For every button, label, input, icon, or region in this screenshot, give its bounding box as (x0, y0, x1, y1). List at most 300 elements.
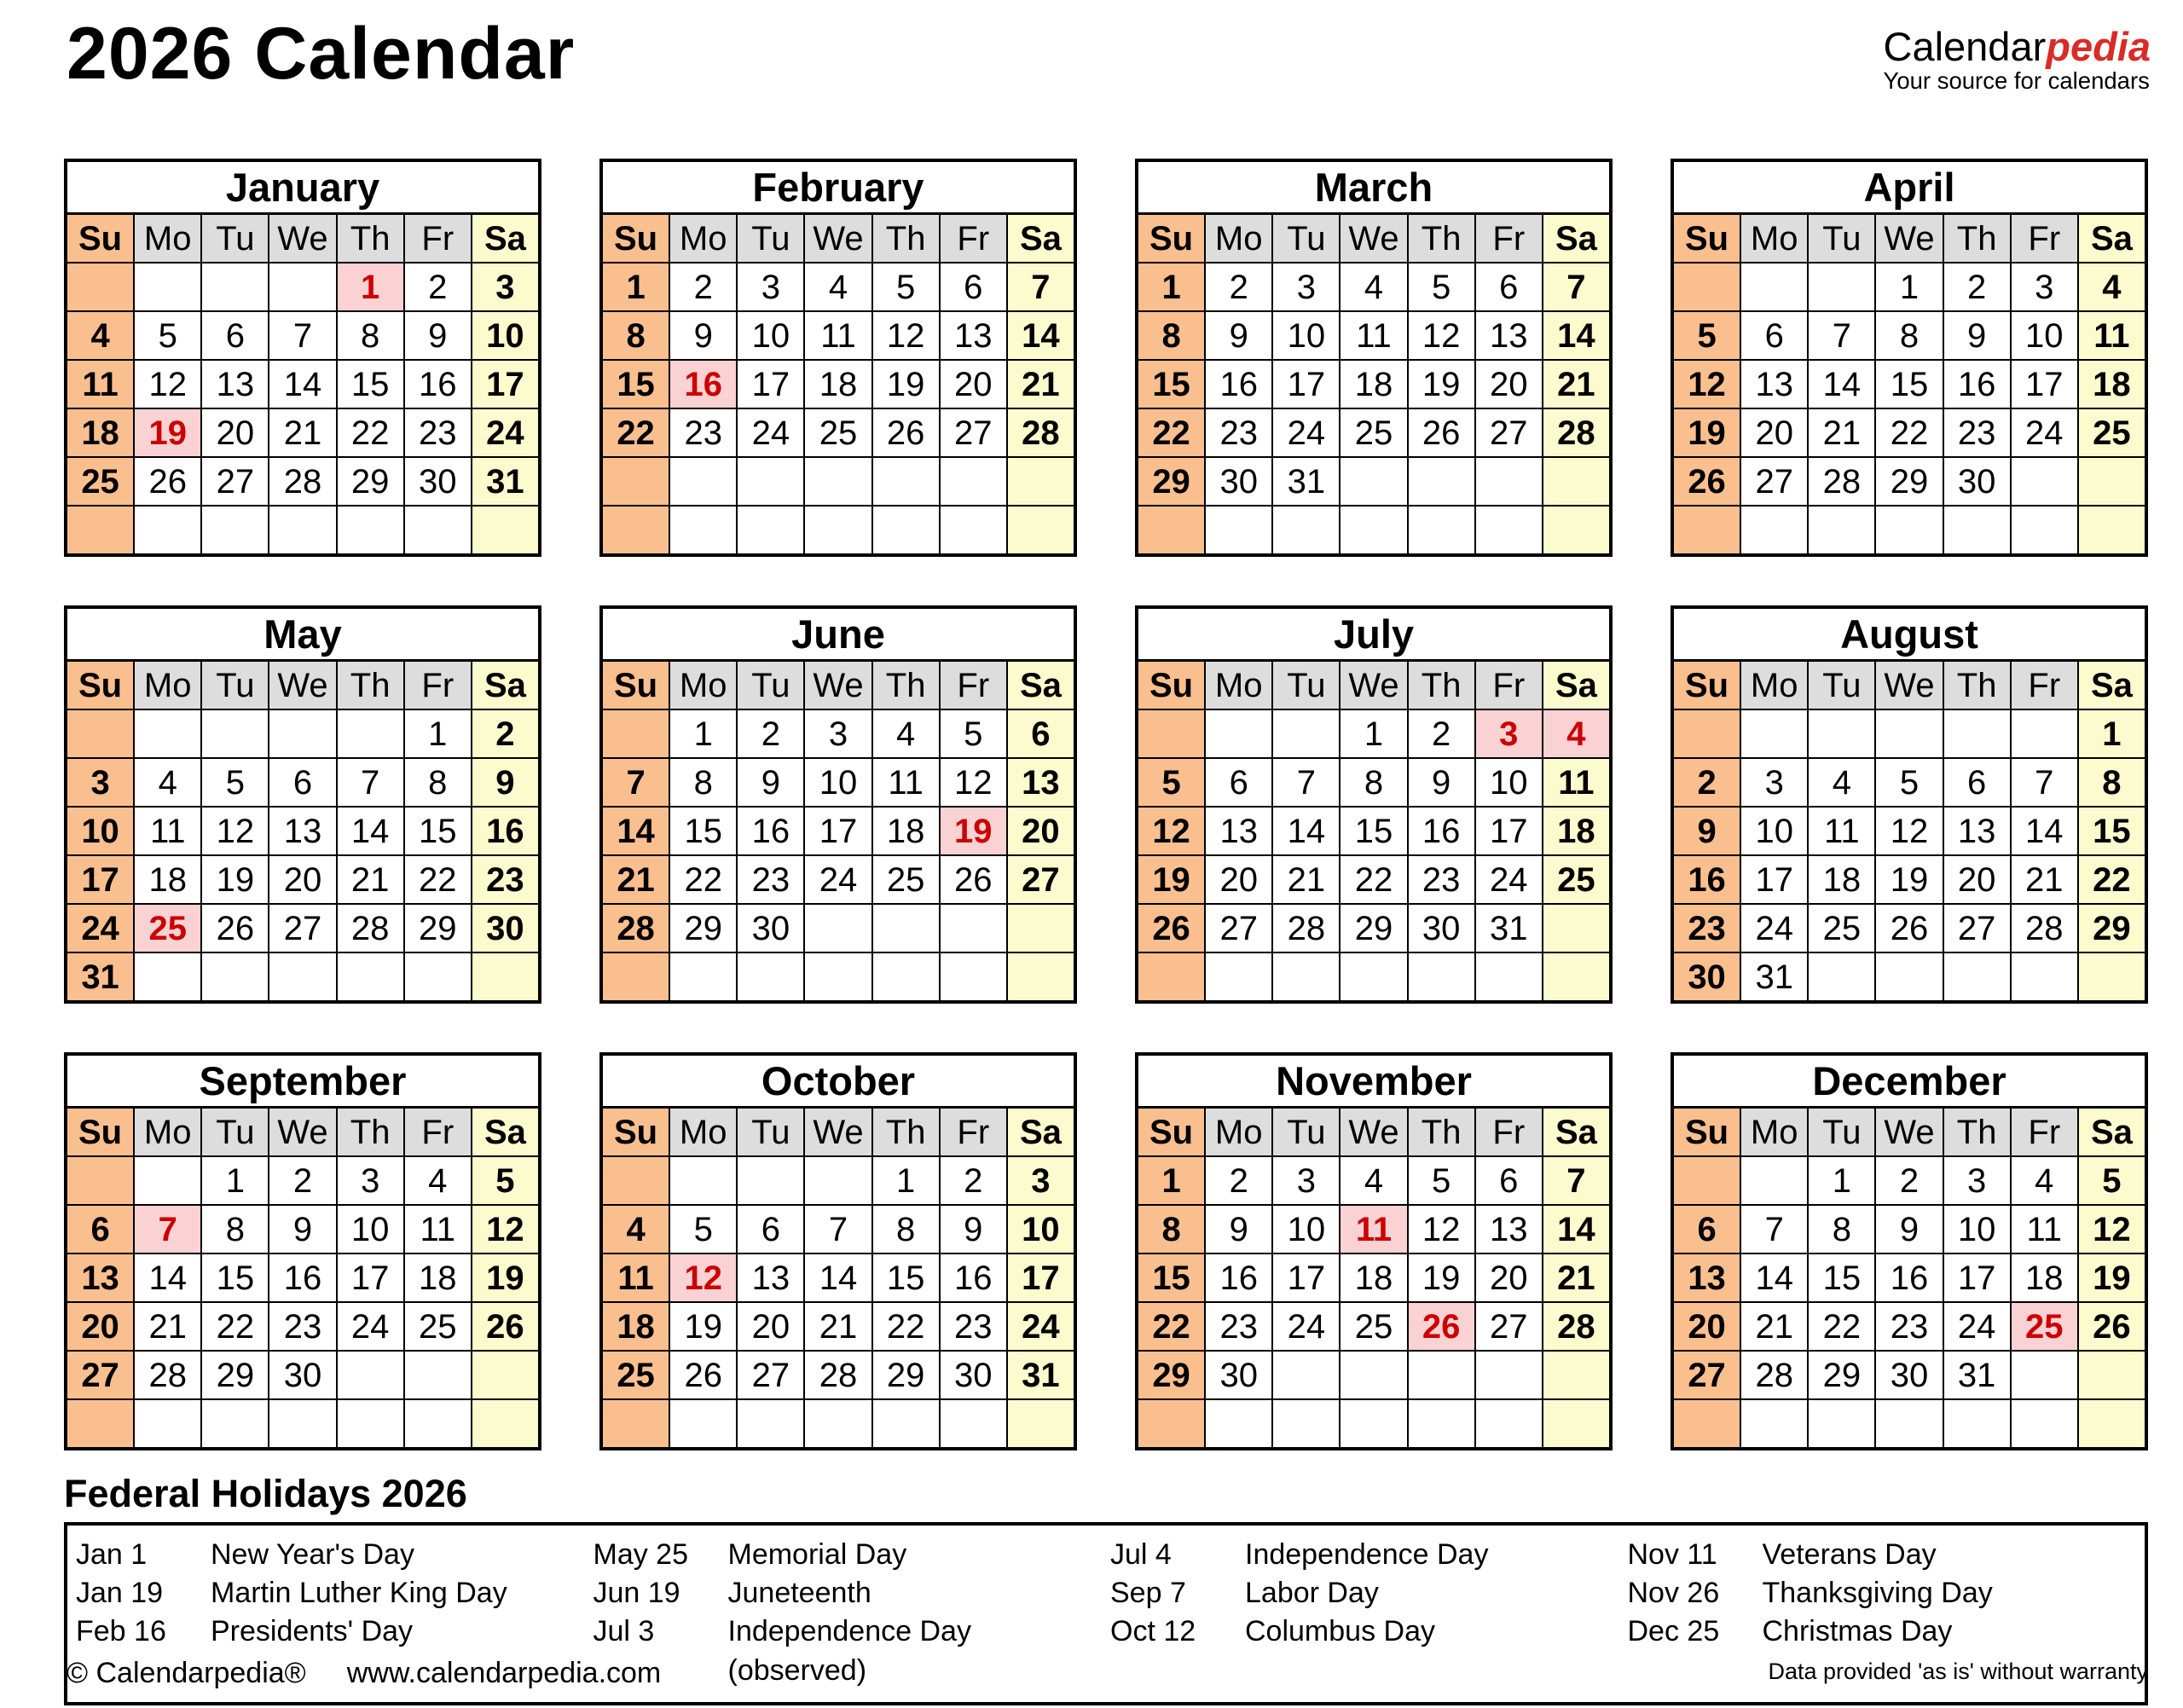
empty-day-cell (1340, 1400, 1406, 1447)
day-cell: 13 (1476, 1206, 1542, 1253)
day-header-tu: Tu (1809, 1109, 1874, 1155)
empty-day-cell (1008, 1400, 1074, 1447)
empty-day-cell (805, 1400, 871, 1447)
day-cell: 13 (269, 808, 335, 854)
day-cell: 25 (1809, 905, 1874, 952)
day-cell: 21 (2012, 856, 2077, 903)
day-header-sa: Sa (1008, 215, 1074, 262)
day-cell: 9 (1674, 808, 1740, 854)
day-cell: 24 (472, 409, 538, 456)
month-title: November (1138, 1056, 1609, 1109)
day-cell: 25 (2079, 409, 2145, 456)
day-cell: 16 (269, 1254, 335, 1301)
day-cell: 19 (873, 361, 939, 408)
day-cell: 17 (805, 808, 871, 854)
empty-day-cell (1206, 507, 1271, 553)
empty-day-cell (1008, 953, 1074, 1000)
day-cell: 3 (805, 710, 871, 757)
day-header-mo: Mo (135, 215, 200, 262)
empty-day-cell (1543, 953, 1609, 1000)
day-cell: 4 (1809, 759, 1874, 806)
empty-day-cell (1876, 507, 1942, 553)
empty-day-cell (670, 507, 736, 553)
federal-holidays-title: Federal Holidays 2026 (64, 1472, 467, 1515)
day-cell: 6 (1476, 263, 1542, 310)
day-header-mo: Mo (670, 1109, 736, 1155)
holiday-name: Memorial Day (727, 1538, 907, 1571)
day-cell: 21 (1809, 409, 1874, 456)
empty-day-cell (472, 1352, 538, 1398)
day-cell: 18 (2012, 1254, 2077, 1301)
calendarpedia-url[interactable]: www.calendarpedia.com (346, 1657, 662, 1689)
empty-day-cell (1876, 710, 1942, 757)
day-cell: 12 (472, 1206, 538, 1253)
empty-day-cell (1476, 507, 1542, 553)
day-cell: 20 (202, 409, 268, 456)
day-cell: 17 (1008, 1254, 1074, 1301)
day-cell: 20 (67, 1303, 133, 1350)
empty-day-cell (1409, 1400, 1474, 1447)
holiday-entry (76, 1612, 585, 1651)
day-header-tu: Tu (1809, 215, 1874, 262)
day-cell: 30 (1206, 1352, 1271, 1398)
day-cell: 28 (2012, 905, 2077, 952)
month-june (599, 605, 1077, 1004)
day-cell: 17 (2012, 361, 2077, 408)
empty-day-cell (1543, 905, 1609, 952)
holiday-entry (76, 1536, 585, 1574)
day-header-tu: Tu (202, 215, 268, 262)
day-cell: 28 (1809, 458, 1874, 505)
day-cell: 9 (405, 312, 471, 359)
day-cell: 11 (1543, 759, 1609, 806)
empty-day-cell (2012, 1400, 2077, 1447)
empty-day-cell (1409, 507, 1474, 553)
day-header-sa: Sa (1543, 662, 1609, 709)
empty-day-cell (1409, 953, 1474, 1000)
month-title: October (603, 1056, 1074, 1109)
empty-day-cell (1340, 507, 1406, 553)
day-header-tu: Tu (202, 1109, 268, 1155)
empty-day-cell (2012, 710, 2077, 757)
day-cell: 10 (1944, 1206, 2010, 1253)
empty-day-cell (1674, 263, 1740, 310)
month-december (1671, 1052, 2148, 1450)
day-cell: 9 (1876, 1206, 1942, 1253)
day-cell: 16 (1206, 1254, 1271, 1301)
day-cell: 1 (202, 1157, 268, 1204)
day-cell: 6 (1008, 710, 1074, 757)
month-october (599, 1052, 1077, 1450)
disclaimer-text: Data provided 'as is' without warranty (1768, 1659, 2148, 1684)
empty-day-cell (1809, 507, 1874, 553)
day-cell: 19 (1409, 1254, 1474, 1301)
day-cell: 18 (405, 1254, 471, 1301)
day-cell: 9 (1409, 759, 1474, 806)
day-cell: 28 (1273, 905, 1339, 952)
empty-day-cell (670, 458, 736, 505)
day-cell: 14 (338, 808, 403, 854)
day-cell: 2 (472, 710, 538, 757)
day-cell: 29 (1809, 1352, 1874, 1398)
day-cell: 14 (603, 808, 669, 854)
day-header-we: We (1876, 1109, 1942, 1155)
empty-day-cell (202, 953, 268, 1000)
day-cell: 14 (269, 361, 335, 408)
day-cell: 14 (1809, 361, 1874, 408)
empty-day-cell (1409, 458, 1474, 505)
day-cell: 26 (472, 1303, 538, 1350)
day-cell: 27 (941, 409, 1006, 456)
logo-text-black: Calendar (1883, 24, 2047, 69)
empty-day-cell (1876, 953, 1942, 1000)
day-cell: 23 (941, 1303, 1006, 1350)
holiday-date: Dec 25 (1627, 1615, 1720, 1648)
day-cell: 30 (1876, 1352, 1942, 1398)
day-cell: 29 (1876, 458, 1942, 505)
day-cell: 19 (472, 1254, 538, 1301)
empty-day-cell (873, 1400, 939, 1447)
empty-day-cell (135, 953, 200, 1000)
empty-day-cell (1944, 710, 2010, 757)
empty-day-cell (472, 1400, 538, 1447)
day-cell: 25 (805, 409, 871, 456)
empty-day-cell (1944, 1400, 2010, 1447)
empty-day-cell (941, 1400, 1006, 1447)
empty-day-cell (338, 507, 403, 553)
day-cell: 17 (1273, 1254, 1339, 1301)
empty-day-cell (670, 1157, 736, 1204)
holiday-date: Jan 19 (76, 1577, 164, 1610)
day-cell: 12 (135, 361, 200, 408)
copyright-line (67, 1657, 661, 1690)
day-cell: 12 (202, 808, 268, 854)
day-cell: 26 (1674, 458, 1740, 505)
day-cell: 23 (269, 1303, 335, 1350)
day-cell: 24 (338, 1303, 403, 1350)
day-cell: 4 (135, 759, 200, 806)
day-cell: 2 (941, 1157, 1006, 1204)
day-cell: 11 (873, 759, 939, 806)
day-cell: 1 (603, 263, 669, 310)
day-cell: 16 (472, 808, 538, 854)
empty-day-cell (1741, 263, 1807, 310)
day-cell: 8 (2079, 759, 2145, 806)
empty-day-cell (1273, 1352, 1339, 1398)
day-cell: 22 (1876, 409, 1942, 456)
holiday-name: Juneteenth (727, 1577, 871, 1610)
day-cell: 7 (135, 1206, 200, 1253)
day-header-fr: Fr (2012, 1109, 2077, 1155)
month-day-grid (1138, 662, 1609, 1000)
empty-day-cell (1138, 953, 1204, 1000)
day-header-mo: Mo (1206, 215, 1271, 262)
day-cell: 26 (135, 458, 200, 505)
month-day-grid (1674, 662, 2145, 1000)
day-cell: 3 (738, 263, 803, 310)
day-header-we: We (269, 1109, 335, 1155)
day-header-mo: Mo (135, 662, 200, 709)
empty-day-cell (1809, 263, 1874, 310)
day-header-we: We (1876, 215, 1942, 262)
day-header-tu: Tu (1809, 662, 1874, 709)
day-cell: 9 (1206, 1206, 1271, 1253)
day-cell: 23 (670, 409, 736, 456)
day-cell: 17 (738, 361, 803, 408)
day-cell: 22 (202, 1303, 268, 1350)
day-cell: 7 (1008, 263, 1074, 310)
day-cell: 17 (472, 361, 538, 408)
day-cell: 10 (338, 1206, 403, 1253)
empty-day-cell (1543, 458, 1609, 505)
empty-day-cell (67, 1157, 133, 1204)
holiday-entry (76, 1574, 585, 1612)
day-cell: 31 (67, 953, 133, 1000)
day-cell: 11 (805, 312, 871, 359)
month-april (1671, 159, 2148, 557)
empty-day-cell (405, 953, 471, 1000)
day-cell: 23 (1409, 856, 1474, 903)
day-cell: 18 (1809, 856, 1874, 903)
day-cell: 27 (1741, 458, 1807, 505)
day-cell: 3 (1273, 263, 1339, 310)
empty-day-cell (2012, 507, 2077, 553)
day-cell: 8 (603, 312, 669, 359)
holiday-date: Jun 19 (593, 1577, 680, 1610)
month-day-grid (67, 662, 538, 1000)
day-cell: 18 (1543, 808, 1609, 854)
empty-day-cell (67, 1400, 133, 1447)
day-cell: 24 (1273, 1303, 1339, 1350)
day-cell: 17 (67, 856, 133, 903)
logo-wordmark (1884, 26, 2151, 67)
holiday-date: May 25 (593, 1538, 688, 1571)
day-cell: 27 (1674, 1352, 1740, 1398)
day-cell: 13 (1674, 1254, 1740, 1301)
day-cell: 19 (1409, 361, 1474, 408)
day-cell: 2 (1944, 263, 2010, 310)
day-cell: 8 (670, 759, 736, 806)
day-cell: 9 (941, 1206, 1006, 1253)
day-cell: 18 (2079, 361, 2145, 408)
logo-text-red: pedia (2046, 24, 2151, 69)
day-cell: 22 (603, 409, 669, 456)
empty-day-cell (338, 1400, 403, 1447)
day-cell: 6 (202, 312, 268, 359)
day-cell: 14 (1543, 312, 1609, 359)
day-cell: 5 (873, 263, 939, 310)
month-september (64, 1052, 541, 1450)
holiday-date: Jul 3 (593, 1615, 655, 1648)
day-header-fr: Fr (1476, 662, 1542, 709)
day-cell: 19 (202, 856, 268, 903)
day-cell: 28 (805, 1352, 871, 1398)
day-header-tu: Tu (738, 662, 803, 709)
day-cell: 19 (1138, 856, 1204, 903)
empty-day-cell (135, 1157, 200, 1204)
month-title: March (1138, 162, 1609, 215)
empty-day-cell (2012, 1352, 2077, 1398)
day-cell: 20 (1476, 361, 1542, 408)
day-cell: 11 (1809, 808, 1874, 854)
day-header-tu: Tu (202, 662, 268, 709)
day-cell: 3 (1273, 1157, 1339, 1204)
holiday-entry (1110, 1536, 1619, 1574)
empty-day-cell (1008, 905, 1074, 952)
day-cell: 30 (1944, 458, 2010, 505)
day-cell: 11 (1340, 312, 1406, 359)
day-cell: 10 (805, 759, 871, 806)
day-header-we: We (1340, 662, 1406, 709)
empty-day-cell (1340, 1352, 1406, 1398)
empty-day-cell (1206, 953, 1271, 1000)
day-cell: 27 (202, 458, 268, 505)
empty-day-cell (338, 710, 403, 757)
day-cell: 15 (202, 1254, 268, 1301)
day-cell: 16 (1409, 808, 1474, 854)
day-cell: 29 (670, 905, 736, 952)
day-cell: 21 (1543, 361, 1609, 408)
empty-day-cell (405, 507, 471, 553)
day-cell: 6 (269, 759, 335, 806)
month-january (64, 159, 541, 557)
day-cell: 4 (805, 263, 871, 310)
empty-day-cell (873, 458, 939, 505)
day-cell: 30 (472, 905, 538, 952)
empty-day-cell (603, 710, 669, 757)
day-cell: 7 (1273, 759, 1339, 806)
month-may (64, 605, 541, 1004)
day-cell: 20 (1476, 1254, 1542, 1301)
day-cell: 4 (1340, 1157, 1406, 1204)
day-cell: 31 (1476, 905, 1542, 952)
empty-day-cell (405, 1400, 471, 1447)
day-cell: 22 (670, 856, 736, 903)
day-cell: 10 (472, 312, 538, 359)
day-cell: 5 (1876, 759, 1942, 806)
empty-day-cell (1741, 507, 1807, 553)
day-cell: 5 (941, 710, 1006, 757)
day-cell: 7 (338, 759, 403, 806)
empty-day-cell (2012, 953, 2077, 1000)
day-cell: 2 (1206, 1157, 1271, 1204)
day-cell: 5 (1674, 312, 1740, 359)
day-cell: 8 (873, 1206, 939, 1253)
day-cell: 1 (2079, 710, 2145, 757)
day-cell: 27 (67, 1352, 133, 1398)
empty-day-cell (338, 1352, 403, 1398)
day-cell: 31 (472, 458, 538, 505)
holiday-name: Thanksgiving Day (1762, 1577, 1993, 1610)
day-header-fr: Fr (1476, 215, 1542, 262)
holiday-entry (594, 1536, 1103, 1574)
empty-day-cell (269, 263, 335, 310)
day-cell: 26 (1876, 905, 1942, 952)
day-cell: 30 (269, 1352, 335, 1398)
day-cell: 6 (1206, 759, 1271, 806)
empty-day-cell (2012, 458, 2077, 505)
day-header-su: Su (1138, 1109, 1204, 1155)
day-cell: 31 (1008, 1352, 1074, 1398)
empty-day-cell (941, 953, 1006, 1000)
day-header-tu: Tu (738, 215, 803, 262)
empty-day-cell (1543, 1400, 1609, 1447)
day-header-fr: Fr (405, 1109, 471, 1155)
holiday-entry (1110, 1612, 1619, 1651)
day-cell: 7 (603, 759, 669, 806)
holiday-name: Christmas Day (1762, 1615, 1953, 1648)
day-cell: 6 (738, 1206, 803, 1253)
day-cell: 4 (67, 312, 133, 359)
day-cell: 30 (405, 458, 471, 505)
day-cell: 24 (1273, 409, 1339, 456)
day-cell: 7 (269, 312, 335, 359)
day-cell: 6 (1741, 312, 1807, 359)
day-cell: 12 (941, 759, 1006, 806)
day-cell: 12 (1674, 361, 1740, 408)
calendarpedia-logo (1884, 26, 2151, 94)
day-cell: 23 (1674, 905, 1740, 952)
empty-day-cell (805, 458, 871, 505)
day-cell: 26 (1409, 409, 1474, 456)
day-cell: 21 (805, 1303, 871, 1350)
day-header-su: Su (1674, 215, 1740, 262)
holiday-entry (1110, 1574, 1619, 1612)
day-header-su: Su (1674, 1109, 1740, 1155)
day-header-sa: Sa (472, 1109, 538, 1155)
month-day-grid (1674, 1109, 2145, 1447)
day-cell: 26 (1409, 1303, 1474, 1350)
day-cell: 12 (1876, 808, 1942, 854)
holiday-name: Independence Day (1245, 1538, 1489, 1571)
day-cell: 14 (1273, 808, 1339, 854)
day-cell: 23 (1206, 1303, 1271, 1350)
day-header-th: Th (873, 662, 939, 709)
day-cell: 24 (1944, 1303, 2010, 1350)
day-cell: 5 (472, 1157, 538, 1204)
holiday-name: Presidents' Day (211, 1615, 414, 1648)
day-cell: 12 (873, 312, 939, 359)
day-header-sa: Sa (472, 215, 538, 262)
day-cell: 26 (670, 1352, 736, 1398)
day-cell: 5 (1138, 759, 1204, 806)
holiday-name: New Year's Day (211, 1538, 414, 1571)
day-cell: 2 (670, 263, 736, 310)
day-cell: 10 (1273, 1206, 1339, 1253)
day-cell: 23 (472, 856, 538, 903)
day-cell: 14 (805, 1254, 871, 1301)
day-cell: 17 (1944, 1254, 2010, 1301)
day-cell: 26 (2079, 1303, 2145, 1350)
day-cell: 14 (1741, 1254, 1807, 1301)
empty-day-cell (738, 1400, 803, 1447)
day-header-fr: Fr (405, 662, 471, 709)
day-header-we: We (1340, 1109, 1406, 1155)
empty-day-cell (1340, 458, 1406, 505)
day-cell: 17 (1476, 808, 1542, 854)
day-cell: 4 (1543, 710, 1609, 757)
day-cell: 8 (1138, 312, 1204, 359)
empty-day-cell (670, 953, 736, 1000)
day-cell: 29 (1138, 1352, 1204, 1398)
empty-day-cell (805, 507, 871, 553)
day-cell: 28 (135, 1352, 200, 1398)
empty-day-cell (873, 953, 939, 1000)
day-cell: 3 (1944, 1157, 2010, 1204)
empty-day-cell (1273, 953, 1339, 1000)
holiday-name: Labor Day (1245, 1577, 1379, 1610)
day-cell: 21 (1543, 1254, 1609, 1301)
